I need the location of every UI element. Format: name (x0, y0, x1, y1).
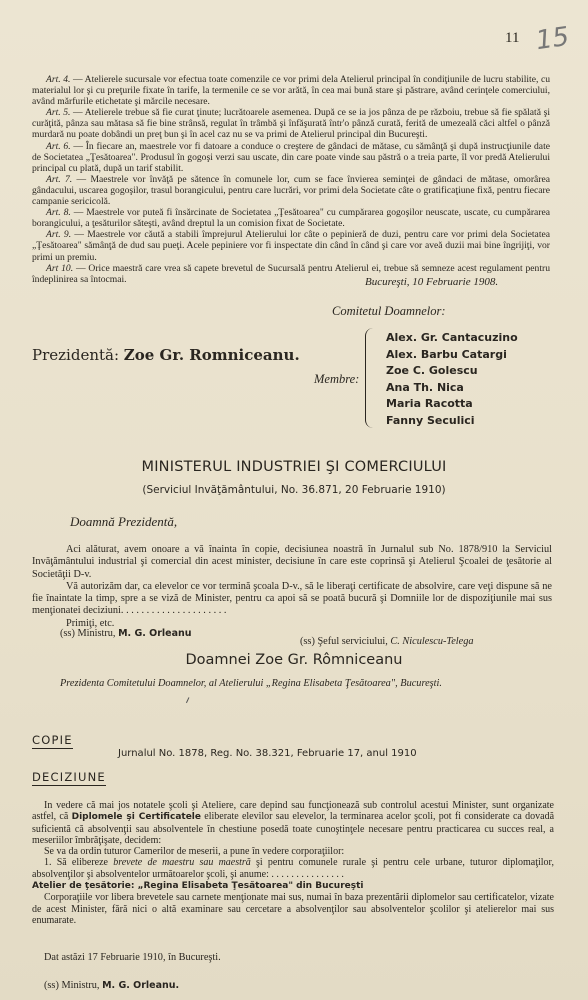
letter-paragraph: Aci alăturat, avem onoare a vă înainta în copie, decisiunea noastră în Jurnalul sub No. 1878/910 la Serviciul Invăţământului industrial şi comercial din acest minister, decisiune în care este coprinsă şi Atelierul Şcoalei de ţesătorie al Societăţii D-v. (32, 544, 552, 580)
service-chief-signature: (ss) Şeful serviciului, C. Niculescu-Telega (300, 636, 474, 647)
salutation: Doamnă Prezidentă, (70, 514, 178, 529)
minister-signature: (ss) Ministru, M. G. Orleanu (60, 628, 192, 639)
date-line: Bucureşti, 10 Februarie 1908. (365, 276, 499, 288)
decision-paragraph: Atelier de ţesătorie: „Regina Elisabeta Ţesătoarea" din Bucureşti (32, 881, 364, 892)
president-line (32, 346, 300, 364)
article-9: Art. 9. — Maestrele vor căută a stabili împrejurul Atelierului lor câte o pepinieră de duzi, pentru care vor primi dela Societatea „Ţesătoarea" sămânţă de dud sau pueţi. Acele pepiniere vor fi inspectate din când în când şi care vor aveă duzii mai bine îngrijiţi, vor primi un premiu. (32, 229, 550, 263)
committee-label: Comitetul Doamnelor: (332, 304, 446, 318)
article-4: Art. 4. — Atelierele sucursale vor efectua toate comenzile ce vor primi dela Atelierul principal în condiţiunile de lucru stabilite, cu materialul lor şi cu preţurile fixate în tarife, la termenile ce se vor arătă, în cea mai bună stare şi păstrare, având cerinţele comerciului, având mărfurile etichetate şi mărcile necesare. (32, 74, 550, 108)
minister-signature-2: (ss) Ministru, M. G. Orleanu. (44, 980, 180, 991)
decision-paragraph: Corporaţiile vor libera brevetele sau carnete menţionate mai sus, numai în baza prezentării diplomelor sau certificatelor, vizate de acest Minister, fără nici o altă examinare sau cercetare a absolvenţilor sau absolventelor şcolilor şi atelierelor mai sus enumarate. (32, 892, 554, 926)
article-6: Art. 6. — În fiecare an, maestrele vor fi datoare a conduce o creştere de gândaci de mătase, cu sămânţă şi după instrucţiunile date de Societatea „Ţesătoarea". Produsul în gogoşi verzi sau uscate, din care poate vinde sau păstră o a treia parte, îl vor predă Atelierului principal cu plată, după un tarif stabilit. (32, 140, 550, 174)
letter-body (32, 544, 552, 630)
pen-mark (186, 697, 193, 705)
decision-paragraph: Se va da ordin tuturor Camerilor de meserii, a pune în vedere corporaţiilor: (44, 846, 345, 858)
letter-paragraph: Primiţi, etc. (66, 617, 115, 629)
article-7: Art. 7. — Maestrele vor învăţă pe sătence în comunele lor, cum se face învierea seminţei de gândaci de mătase, omorârea gândacului, uscarea gogoşilor, trasul borangicului, pentru care lucrări, vor primi dela Societate câte o gratificaţiune fixă, pentru fiecare campanie sericicolă. (32, 173, 550, 208)
pencil-annotation: 15 (534, 21, 572, 57)
decision-paragraph: 1. Să elibereze brevete de maestru sau maestră şi pentru comunele rurale şi pentru cele urbane, tuturor diplomaţilor, absolvenţilor şi absolventelor următoarelor şcoli, şi anume: . . . . . . . . . . . . . . . (32, 857, 554, 880)
member-name: Alex. Gr. Cantacuzino (386, 331, 518, 344)
copy-heading: COPIE (32, 733, 73, 747)
addressee-title: Doamnei Zoe Gr. Rômniceanu (185, 652, 403, 668)
members-label: Membre: (314, 372, 360, 386)
member-name: Maria Racotta (386, 397, 473, 411)
decision-date: Dat astăzi 17 Februarie 1910, în Bucureşti. (44, 952, 221, 963)
journal-reference: Jurnalul No. 1878, Reg. No. 38.321, Februarie 17, anul 1910 (118, 748, 417, 759)
president-name: Zoe Gr. Romniceanu. (123, 346, 300, 364)
page-number: 11 (505, 30, 520, 46)
decision-body (32, 800, 554, 926)
ministry-title: MINISTERUL INDUSTRIEI ŞI COMERCIULUI (141, 459, 447, 475)
president-label: Prezidentă: (32, 346, 120, 364)
article-10: Art 10. — Orice maestră care vrea să capete brevetul de Sucursală pentru Atelierul ei, trebue să semneze acest regulament pentru îndeplinirea sa întocmai. (32, 262, 550, 285)
regulation-articles (32, 74, 550, 285)
members-brace (365, 328, 374, 428)
decision-paragraph: In vedere că mai jos notatele şcoli şi Ateliere, care depind sau funcţionează sub controlul acestui Minister, sunt organizate astfel, că Diplomele şi Certificatele eliberate elevilor sau elevelor, la terminarea acelor şcoli, pot fi considerate ca dovadă suficientă că absolvenţii sau absolventele în chestiune posedă toate cunoştinţele necesare pentru practicarea cu succes real, a meseriilor îmbrăţişate, decidem: (32, 800, 555, 846)
article-8: Art. 8. — Maestrele vor puteă fi însărcinate de Societatea „Ţesătoarea" cu cumpărarea gogoşilor neuscate, uscate, cu cumpărarea borangicului, a ţesăturilor săteşti, având dreptul la un comision fixat de Societate. (32, 207, 550, 230)
member-name: Ana Th. Nica (386, 380, 464, 394)
addressee-subtitle: Prezidenta Comitetului Doamnelor, al Atelierului „Regina Elisabeta Ţesătoarea", Bucureşti. (60, 678, 442, 689)
member-name: Alex. Barbu Catargi (386, 347, 507, 361)
member-name: Zoe C. Golescu (386, 364, 478, 378)
decision-heading: DECIZIUNE (32, 770, 106, 784)
article-5: Art. 5. — Atelierele trebue să fie curat ţinute; lucrătoarele asemenea. După ce se ia jos pânza de pe războiu, trebue să fie spălată şi curăţită, pânza sau mătasa să fie bine strânsă, regulat în trâmbă şi înfăşurată într'o pânză curată, ferită de umezeală căci altfel o pânză murdară nu poate dobândi un preţ bun şi în acel caz nu se va primi de Atelierul principal din Bucureşti. (32, 107, 550, 141)
ministry-subtitle: (Serviciul Invăţământului, No. 36.871, 20 Februarie 1910) (142, 484, 446, 496)
member-name: Fanny Seculici (386, 413, 475, 427)
letter-paragraph: Vă autorizăm dar, ca elevelor ce vor termină şcoala D-v., să le liberaţi certificate de absolvire, care veţi dispune să ne fie înaintate la timp, spre a se viză de Minister, pentru ca apoi să se poată bucură şi Domniile lor de dispoziţiunile mai sus menţionatei deciziuni. . . . . . . . . . . . . . . . . . . . . (32, 580, 552, 617)
members-list (386, 330, 518, 430)
